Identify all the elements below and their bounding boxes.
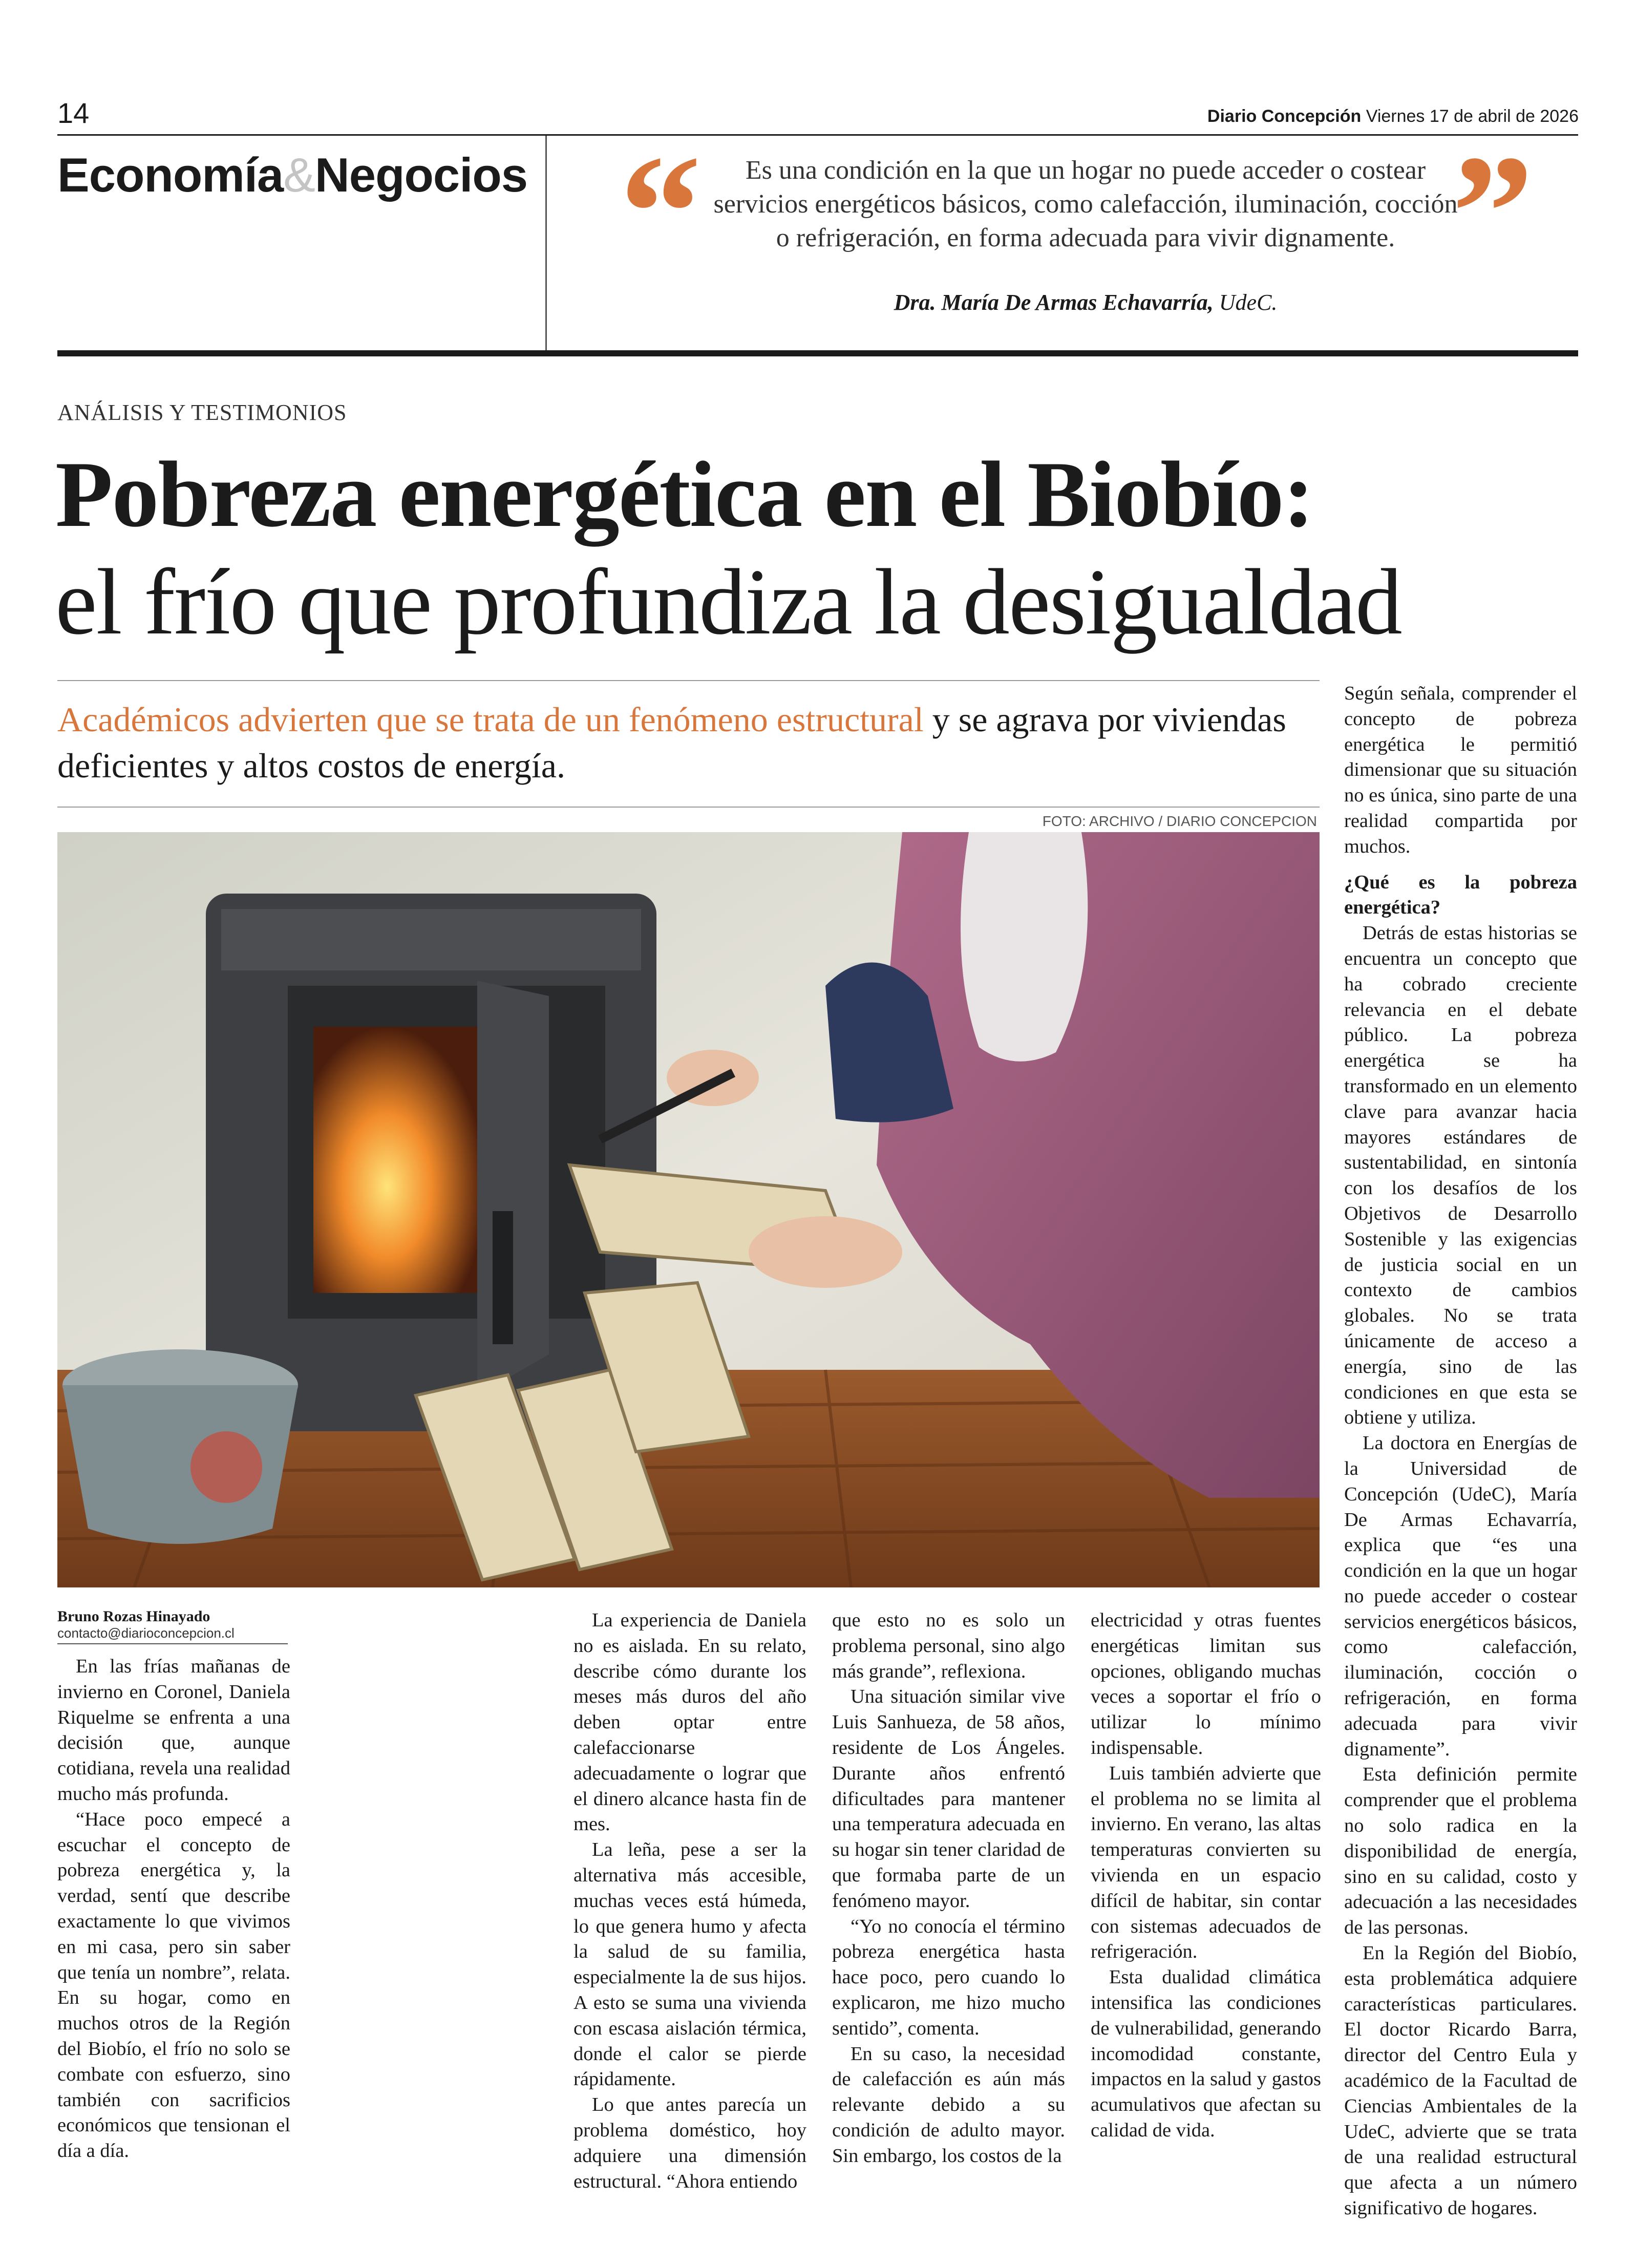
kicker: ANÁLISIS Y TESTIMONIOS [57, 400, 347, 425]
header-thick-rule [57, 350, 1578, 356]
issue-date: Viernes 17 de abril de 2026 [1366, 107, 1579, 126]
author-name: Bruno Rozas Hinayado [57, 1608, 210, 1625]
section-title: Economía&Negocios [57, 148, 528, 202]
headline-line2: el frío que profundiza la desigualdad [55, 549, 1401, 654]
body-column-5 [1344, 681, 1577, 2221]
paragraph: Detrás de estas historias se encuentra un concepto que ha cobrado creciente relevancia en el debate público. La pobreza energética se ha transformado en un elemento clave para avanzar hacia mayores estándares de sustentabilidad, en sintonía con los desafíos de los Objetivos de Desarrollo Sostenible y las exigencias de justicia social en un contexto de cambios globales. No se trata únicamente de acceso a energía, sino de las condiciones en que esta se obtiene y utiliza. [1344, 922, 1577, 1429]
author-email[interactable]: contacto@diarioconcepcion.cl [57, 1625, 288, 1644]
paragraph: En su caso, la necesidad de calefacción es aún más relevante debido a su condición de adulto mayor. Sin embargo, los costos de la [832, 2043, 1065, 2167]
byline [57, 1608, 288, 1644]
pull-quote-author: Dra. María De Armas Echavarría, UdeC. [894, 290, 1278, 315]
body-column-4 [1091, 1608, 1321, 2144]
paragraph: En la Región del Biobío, esta problemática adquiere características particulares. El doctor Ricardo Barra, director del Centro Eula y académico de la Facultad de Ciencias Ambientales de la UdeC, advierte que se trata de una realidad estructural que afecta a un número significativo de hogares. [1344, 1942, 1577, 2219]
paragraph: Según señala, comprender el concepto de pobreza energética le permitió dimensionar que su situación no es única, sino parte de una realidad compartida por muchos. [1344, 683, 1577, 857]
close-quote-mark: ” [1452, 122, 1534, 303]
paragraph: La leña, pese a ser la alternativa más accesible, muchas veces está húmeda, lo que genera humo y afecta la salud de su familia, especialmente la de sus hijos. A esto se suma una vivienda con escasa aislación térmica, donde el calor se pierde rápidamente. [573, 1839, 806, 2090]
subheading: ¿Qué es la pobreza energética? [1344, 871, 1577, 919]
photo-credit: FOTO: ARCHIVO / DIARIO CONCEPCION [1042, 813, 1317, 829]
open-quote-mark: “ [620, 122, 702, 303]
paragraph: que esto no es solo un problema personal, sino algo más grande”, reflexiona. [832, 1609, 1065, 1682]
paragraph: electricidad y otras fuentes energéticas limitan sus opciones, obligando muchas veces a soportar el frío o utilizar lo mínimo indispensable. [1091, 1609, 1321, 1758]
header-divider [545, 136, 547, 351]
paragraph: Lo que antes parecía un problema doméstico, hoy adquiere una dimensión estructural. “Ahora entiendo [573, 2094, 806, 2192]
paragraph: “Hace poco empecé a escuchar el concepto de pobreza energética y, la verdad, sentí que describe exactamente lo que vivimos en mi casa, pero sin saber que tenía un nombre”, relata. En su hogar, como en muchos otros de la Región del Biobío, el frío no solo se combate con esfuerzo, sino también con sacrificios económicos que tensionan el día a día. [57, 1808, 290, 2162]
paragraph: En las frías mañanas de invierno en Coronel, Daniela Riquelme se enfrenta a una decisión que, aunque cotidiana, revela una realidad mucho más profunda. [57, 1656, 290, 1805]
subtitle-rule [57, 807, 1320, 808]
article-photo [57, 832, 1320, 1587]
paragraph: La experiencia de Daniela no es aislada. En su relato, describe cómo durante los meses más duros del año deben optar entre calefaccionarse adecuadamente o lograr que el dinero alcance hasta fin de mes. [573, 1609, 806, 1835]
body-column-2 [573, 1608, 806, 2194]
body-column-1 [57, 1654, 290, 2164]
pull-quote-text: Es una condición en la que un hogar no puede acceder o costear servicios energéticos básicos, como calefacción, iluminación, cocción o refrigeración, en forma adecuada para vivir dignamente. [713, 156, 1458, 252]
paragraph: Esta dualidad climática intensifica las condiciones de vulnerabilidad, generando incomodidad constante, impactos en la salud y gastos acumulativos que afectan su calidad de vida. [1091, 1966, 1321, 2141]
paragraph: Luis también advierte que el problema no se limita al invierno. En verano, las altas temperaturas convierten su vivienda en un espacio difícil de habitar, sin contar con sistemas adecuados de refrigeración. [1091, 1762, 1321, 1963]
title-rule [57, 680, 1320, 681]
paragraph: La doctora en Energías de la Universidad de Concepción (UdeC), María De Armas Echavarría, explica que “es una condición en la que un hogar no puede acceder o costear servicios energéticos básicos, como calefacción, iluminación, cocción o refrigeración, en forma adecuada para vivir dignamente”. [1344, 1432, 1577, 1760]
header-rule [57, 134, 1578, 136]
page-number: 14 [57, 97, 90, 129]
body-column-3 [832, 1608, 1065, 2169]
paragraph: “Yo no conocía el término pobreza energética hasta hace poco, pero cuando lo explicaron, me hizo mucho sentido”, comenta. [832, 1915, 1065, 2039]
subtitle: Académicos advierten que se trata de un fenómeno estructural y se agrava por viviendas deficientes y altos costos de energía. [57, 700, 1286, 785]
newspaper-name: Diario Concepción [1207, 107, 1362, 126]
paragraph: Esta definición permite comprender que el problema no solo radica en la disponibilidad de energía, sino en su calidad, costo y adecuación a las necesidades de las personas. [1344, 1764, 1577, 1939]
paragraph: Una situación similar vive Luis Sanhueza, de 58 años, residente de Los Ángeles. Durante años enfrentó dificultades para mantener una temperatura adecuada en su hogar sin tener claridad de que formaba parte de un fenómeno mayor. [832, 1686, 1065, 1912]
headline-line1: Pobreza energética en el Biobío: [55, 442, 1313, 546]
